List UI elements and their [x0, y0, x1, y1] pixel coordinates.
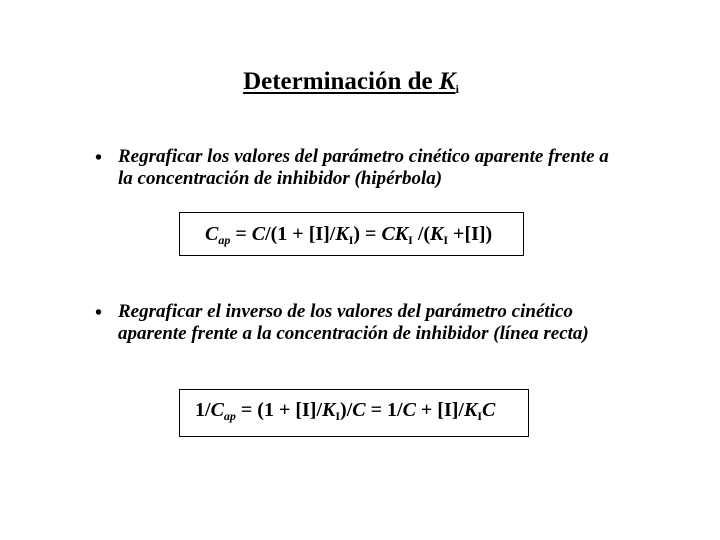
- bullet-marker-2: •: [95, 302, 103, 324]
- title-text: Determinación de: [243, 68, 439, 95]
- title-variable: K: [438, 68, 456, 95]
- bullet-marker-1: •: [95, 147, 103, 169]
- bullet-text-1: Regraficar los valores del parámetro cinético aparente frente a la concentración de inhibidor (hipérbola): [118, 146, 609, 189]
- bullet-text-2: Regraficar el inverso de los valores del parámetro cinético aparente frente a la concentración de inhibidor (línea recta): [118, 301, 589, 344]
- formula-2: $1/C_{ap} = (1 + [I]/K_I)/C = 1/C + [I]/K_IC$: [195, 399, 496, 423]
- formula-1: $C_{ap} = C/(1 + [I]/K_I) = CK_I$ $/(K_I +[I])$: [205, 223, 493, 247]
- title-subscript: i: [455, 82, 459, 96]
- slide-title: [0, 68, 702, 96]
